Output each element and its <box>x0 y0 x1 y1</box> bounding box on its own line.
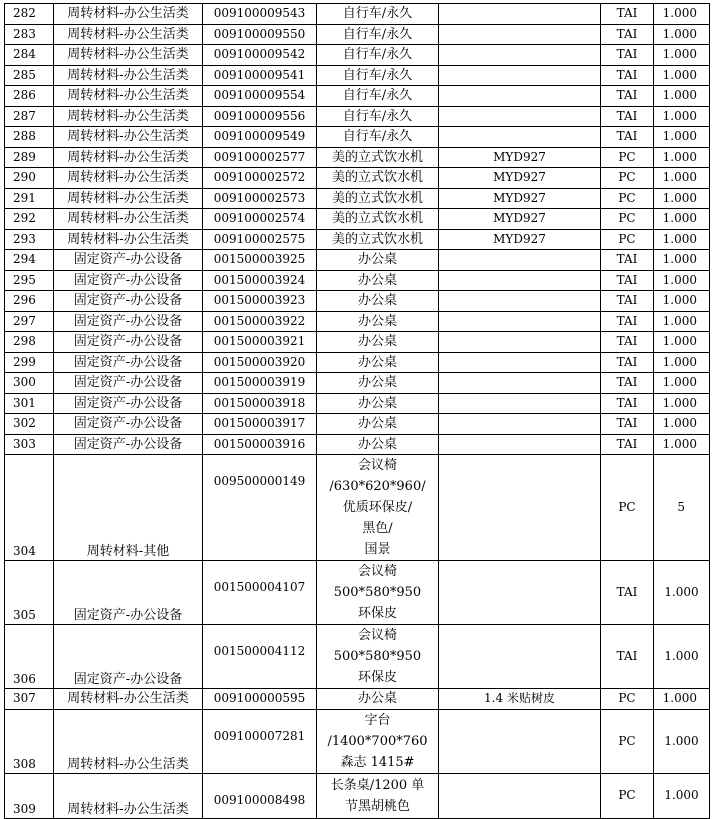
row-quantity: 1.000 <box>654 561 710 625</box>
row-name: 办公桌 <box>317 291 439 312</box>
table-row <box>5 106 710 127</box>
row-name: 办公桌 <box>317 332 439 353</box>
row-category: 固定资产-办公设备 <box>54 352 203 373</box>
row-unit: TAI <box>601 24 654 45</box>
row-number: 283 <box>5 24 54 45</box>
row-name: 自行车/永久 <box>317 106 439 127</box>
row-number: 293 <box>5 229 54 250</box>
table-row <box>5 689 710 710</box>
row-number: 291 <box>5 188 54 209</box>
row-category: 固定资产-办公设备 <box>54 414 203 435</box>
row-unit: TAI <box>601 352 654 373</box>
row-number: 286 <box>5 86 54 107</box>
row-spec <box>439 45 601 66</box>
row-spec <box>439 65 601 86</box>
row-spec <box>439 86 601 107</box>
row-code: 001500003924 <box>203 270 317 291</box>
table-row <box>5 561 710 625</box>
table-row <box>5 65 710 86</box>
row-unit: PC <box>601 209 654 230</box>
row-unit: TAI <box>601 270 654 291</box>
row-number: 300 <box>5 373 54 394</box>
row-spec: MYD927 <box>439 168 601 189</box>
row-unit: PC <box>601 229 654 250</box>
row-quantity: 1.000 <box>654 65 710 86</box>
row-quantity: 5 <box>654 455 710 561</box>
table-row <box>5 86 710 107</box>
row-name: 自行车/永久 <box>317 127 439 148</box>
row-quantity: 1.000 <box>654 393 710 414</box>
row-code: 001500003920 <box>203 352 317 373</box>
row-category: 周转材料-办公生活类 <box>54 86 203 107</box>
row-number: 297 <box>5 311 54 332</box>
row-unit: TAI <box>601 434 654 455</box>
row-quantity: 1.000 <box>654 86 710 107</box>
asset-table-body <box>5 4 710 819</box>
row-spec <box>439 4 601 25</box>
row-spec <box>439 270 601 291</box>
row-unit: TAI <box>601 561 654 625</box>
row-unit: TAI <box>601 332 654 353</box>
row-spec: MYD927 <box>439 209 601 230</box>
row-category: 周转材料-办公生活类 <box>54 106 203 127</box>
row-quantity: 1.000 <box>654 414 710 435</box>
row-number: 289 <box>5 147 54 168</box>
row-name: 自行车/永久 <box>317 86 439 107</box>
row-unit: TAI <box>601 86 654 107</box>
row-quantity: 1.000 <box>654 373 710 394</box>
row-quantity: 1.000 <box>654 689 710 710</box>
row-category: 固定资产-办公设备 <box>54 270 203 291</box>
row-spec <box>439 352 601 373</box>
row-category: 周转材料-办公生活类 <box>54 689 203 710</box>
row-spec <box>439 561 601 625</box>
row-quantity: 1.000 <box>654 188 710 209</box>
row-name: 美的立式饮水机 <box>317 168 439 189</box>
table-row <box>5 455 710 561</box>
row-category: 周转材料-办公生活类 <box>54 127 203 148</box>
row-spec <box>439 311 601 332</box>
row-category: 周转材料-办公生活类 <box>54 4 203 25</box>
row-unit: PC <box>601 689 654 710</box>
row-number: 287 <box>5 106 54 127</box>
row-quantity: 1.000 <box>654 434 710 455</box>
row-spec <box>439 625 601 689</box>
row-number: 302 <box>5 414 54 435</box>
row-number: 305 <box>5 561 54 625</box>
row-unit: PC <box>601 168 654 189</box>
row-unit: PC <box>601 773 654 818</box>
row-code: 009100009554 <box>203 86 317 107</box>
table-row <box>5 127 710 148</box>
row-number: 309 <box>5 773 54 818</box>
row-quantity: 1.000 <box>654 311 710 332</box>
row-name: 办公桌 <box>317 689 439 710</box>
row-code: 009100002573 <box>203 188 317 209</box>
row-spec <box>439 373 601 394</box>
row-name: 自行车/永久 <box>317 24 439 45</box>
row-quantity: 1.000 <box>654 270 710 291</box>
row-category: 固定资产-办公设备 <box>54 250 203 271</box>
row-code: 009100009550 <box>203 24 317 45</box>
row-quantity: 1.000 <box>654 625 710 689</box>
row-code: 001500003918 <box>203 393 317 414</box>
row-number: 306 <box>5 625 54 689</box>
table-row <box>5 311 710 332</box>
row-category: 周转材料-办公生活类 <box>54 188 203 209</box>
row-number: 295 <box>5 270 54 291</box>
row-category: 周转材料-办公生活类 <box>54 209 203 230</box>
row-spec <box>439 434 601 455</box>
row-name: 办公桌 <box>317 352 439 373</box>
row-category: 固定资产-办公设备 <box>54 373 203 394</box>
row-number: 301 <box>5 393 54 414</box>
row-spec <box>439 414 601 435</box>
row-unit: PC <box>601 455 654 561</box>
row-name: 长条桌/1200 单 节黑胡桃色 <box>317 773 439 818</box>
row-code: 001500003922 <box>203 311 317 332</box>
row-name: 美的立式饮水机 <box>317 229 439 250</box>
table-row <box>5 4 710 25</box>
table-row <box>5 291 710 312</box>
row-name: 办公桌 <box>317 270 439 291</box>
row-name: 办公桌 <box>317 311 439 332</box>
row-category: 周转材料-办公生活类 <box>54 773 203 818</box>
row-number: 282 <box>5 4 54 25</box>
row-quantity: 1.000 <box>654 168 710 189</box>
row-name: 美的立式饮水机 <box>317 188 439 209</box>
row-code: 009100008498 <box>203 773 317 818</box>
row-number: 285 <box>5 65 54 86</box>
table-row <box>5 229 710 250</box>
row-category: 固定资产-办公设备 <box>54 311 203 332</box>
row-spec <box>439 709 601 773</box>
row-number: 299 <box>5 352 54 373</box>
row-quantity: 1.000 <box>654 209 710 230</box>
row-code: 001500004112 <box>203 625 317 689</box>
row-code: 009100009542 <box>203 45 317 66</box>
row-spec <box>439 393 601 414</box>
row-category: 周转材料-办公生活类 <box>54 709 203 773</box>
row-code: 009100009549 <box>203 127 317 148</box>
row-quantity: 1.000 <box>654 229 710 250</box>
table-row <box>5 773 710 818</box>
row-name: 会议椅 500*580*950 环保皮 <box>317 561 439 625</box>
row-quantity: 1.000 <box>654 4 710 25</box>
row-number: 304 <box>5 455 54 561</box>
row-code: 001500003925 <box>203 250 317 271</box>
row-name: 美的立式饮水机 <box>317 209 439 230</box>
row-quantity: 1.000 <box>654 291 710 312</box>
table-row <box>5 625 710 689</box>
row-unit: TAI <box>601 373 654 394</box>
row-quantity: 1.000 <box>654 106 710 127</box>
row-spec <box>439 291 601 312</box>
row-category: 周转材料-办公生活类 <box>54 147 203 168</box>
row-unit: PC <box>601 188 654 209</box>
row-spec <box>439 127 601 148</box>
row-quantity: 1.000 <box>654 147 710 168</box>
row-code: 001500004107 <box>203 561 317 625</box>
table-row <box>5 393 710 414</box>
row-code: 009100002575 <box>203 229 317 250</box>
row-quantity: 1.000 <box>654 127 710 148</box>
row-number: 294 <box>5 250 54 271</box>
row-code: 001500003916 <box>203 434 317 455</box>
row-quantity: 1.000 <box>654 352 710 373</box>
row-number: 290 <box>5 168 54 189</box>
row-quantity: 1.000 <box>654 773 710 818</box>
table-row <box>5 250 710 271</box>
row-quantity: 1.000 <box>654 24 710 45</box>
row-unit: TAI <box>601 311 654 332</box>
row-code: 001500003919 <box>203 373 317 394</box>
row-code: 009100009543 <box>203 4 317 25</box>
row-number: 298 <box>5 332 54 353</box>
table-row <box>5 352 710 373</box>
row-unit: TAI <box>601 291 654 312</box>
row-unit: TAI <box>601 45 654 66</box>
row-unit: TAI <box>601 414 654 435</box>
row-spec: MYD927 <box>439 147 601 168</box>
row-number: 292 <box>5 209 54 230</box>
row-number: 288 <box>5 127 54 148</box>
asset-table <box>4 3 710 819</box>
row-quantity: 1.000 <box>654 332 710 353</box>
row-category: 周转材料-其他 <box>54 455 203 561</box>
row-name: 办公桌 <box>317 434 439 455</box>
row-category: 固定资产-办公设备 <box>54 393 203 414</box>
table-row <box>5 209 710 230</box>
row-name: 会议椅 500*580*950 环保皮 <box>317 625 439 689</box>
row-code: 009100000595 <box>203 689 317 710</box>
row-name: 办公桌 <box>317 373 439 394</box>
row-code: 009100002572 <box>203 168 317 189</box>
row-code: 009100002577 <box>203 147 317 168</box>
row-name: 办公桌 <box>317 414 439 435</box>
row-spec <box>439 24 601 45</box>
table-row <box>5 414 710 435</box>
table-row <box>5 332 710 353</box>
row-unit: TAI <box>601 625 654 689</box>
row-name: 办公桌 <box>317 250 439 271</box>
row-unit: TAI <box>601 65 654 86</box>
row-unit: PC <box>601 147 654 168</box>
row-category: 固定资产-办公设备 <box>54 291 203 312</box>
row-unit: TAI <box>601 250 654 271</box>
row-spec <box>439 332 601 353</box>
row-number: 308 <box>5 709 54 773</box>
row-name: 美的立式饮水机 <box>317 147 439 168</box>
row-category: 固定资产-办公设备 <box>54 434 203 455</box>
row-name: 办公桌 <box>317 393 439 414</box>
row-spec <box>439 773 601 818</box>
row-code: 009500000149 <box>203 455 317 561</box>
table-row <box>5 434 710 455</box>
row-category: 周转材料-办公生活类 <box>54 24 203 45</box>
row-code: 001500003921 <box>203 332 317 353</box>
row-quantity: 1.000 <box>654 250 710 271</box>
row-name: 自行车/永久 <box>317 4 439 25</box>
table-row <box>5 373 710 394</box>
row-spec <box>439 106 601 127</box>
row-category: 周转材料-办公生活类 <box>54 168 203 189</box>
table-row <box>5 270 710 291</box>
row-name: 会议椅 /630*620*960/ 优质环保皮/ 黑色/ 国景 <box>317 455 439 561</box>
table-row <box>5 45 710 66</box>
table-row <box>5 24 710 45</box>
row-category: 固定资产-办公设备 <box>54 625 203 689</box>
table-row <box>5 709 710 773</box>
row-name: 自行车/永久 <box>317 45 439 66</box>
table-row <box>5 168 710 189</box>
row-quantity: 1.000 <box>654 45 710 66</box>
row-category: 周转材料-办公生活类 <box>54 65 203 86</box>
row-unit: TAI <box>601 106 654 127</box>
row-category: 固定资产-办公设备 <box>54 332 203 353</box>
row-unit: PC <box>601 709 654 773</box>
row-quantity: 1.000 <box>654 709 710 773</box>
row-spec: 1.4 米贴树皮 <box>439 689 601 710</box>
row-spec: MYD927 <box>439 188 601 209</box>
row-category: 周转材料-办公生活类 <box>54 229 203 250</box>
row-unit: TAI <box>601 4 654 25</box>
row-name: 字台 /1400*700*760 森志 1415# <box>317 709 439 773</box>
row-number: 284 <box>5 45 54 66</box>
row-unit: TAI <box>601 127 654 148</box>
row-category: 固定资产-办公设备 <box>54 561 203 625</box>
row-code: 009100009556 <box>203 106 317 127</box>
row-number: 307 <box>5 689 54 710</box>
row-code: 009100007281 <box>203 709 317 773</box>
row-code: 009100002574 <box>203 209 317 230</box>
row-spec: MYD927 <box>439 229 601 250</box>
row-spec <box>439 455 601 561</box>
row-number: 296 <box>5 291 54 312</box>
row-spec <box>439 250 601 271</box>
row-unit: TAI <box>601 393 654 414</box>
row-code: 001500003923 <box>203 291 317 312</box>
row-name: 自行车/永久 <box>317 65 439 86</box>
table-row <box>5 188 710 209</box>
row-category: 周转材料-办公生活类 <box>54 45 203 66</box>
table-row <box>5 147 710 168</box>
row-number: 303 <box>5 434 54 455</box>
row-code: 001500003917 <box>203 414 317 435</box>
row-code: 009100009541 <box>203 65 317 86</box>
